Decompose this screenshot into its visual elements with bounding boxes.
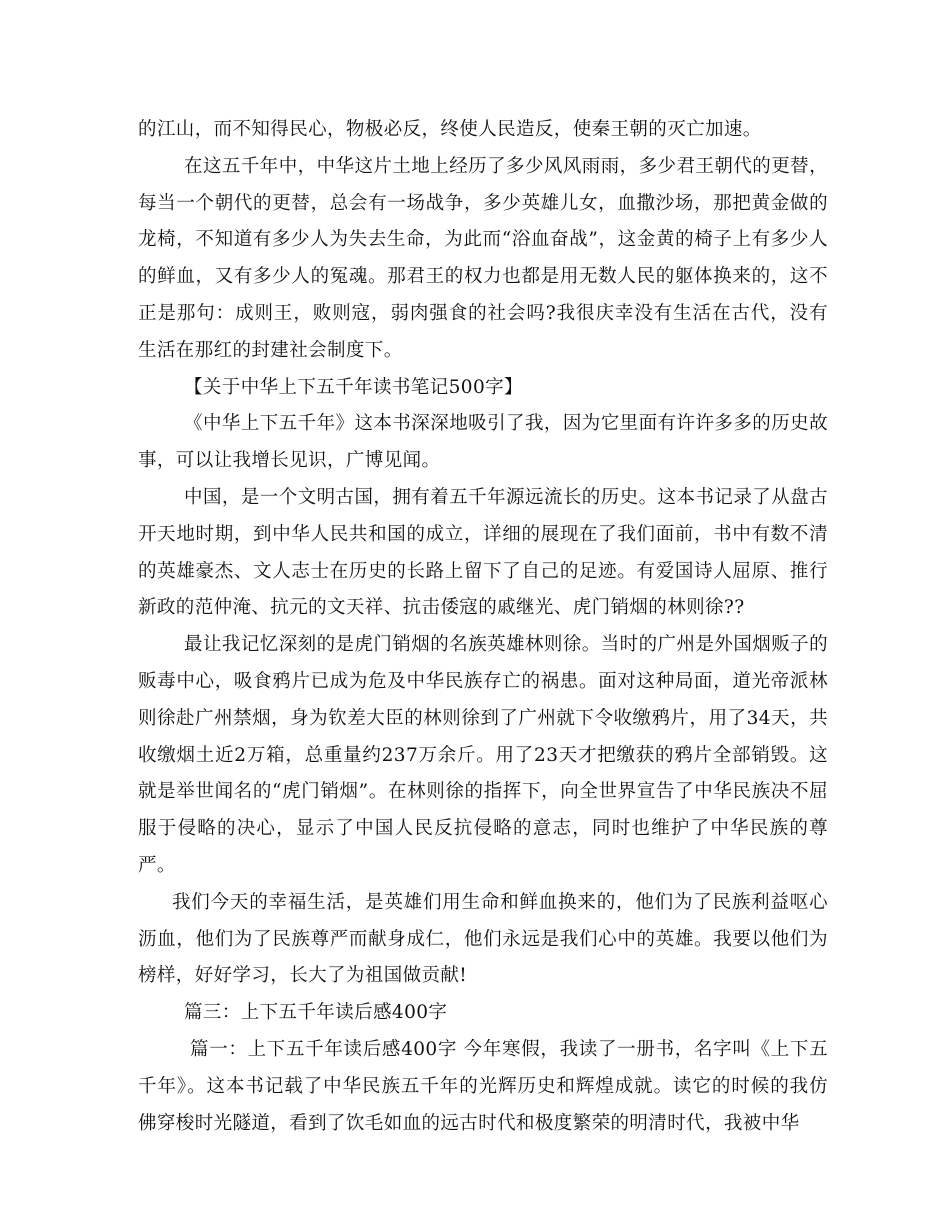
- paragraph-qin-dynasty: 的江山，而不知得民心，物极必反，终使人民造反，使秦王朝的灭亡加速。: [138, 119, 762, 140]
- section-heading-part-three: 篇三：上下五千年读后感400字: [184, 1002, 448, 1024]
- paragraph-book-intro: 《中华上下五千年》这本书深深地吸引了我，因为它里面有许许多多的历史故事，可以让我增长见识，广博见闻。: [138, 413, 828, 472]
- paragraph-ancient-china: 中国，是一个文明古国，拥有着五千年源远流长的历史。这本书记录了从盘古开天地时期，到中华人民共和国的成立，详细的展现在了我们面前，书中有数不清的英雄豪杰、文人志士在历史的长路上留下了自己的足迹。有爱国诗人屈原、推行新政的范仲淹、抗元的文天祥、抗击倭寇的戚继光、虎门销烟的林则徐??: [138, 486, 828, 619]
- paragraph-lin-zexu: 最让我记忆深刻的是虎门销烟的名族英雄林则徐。当时的广州是外国烟贩子的贩毒中心，吸食鸦片已成为危及中华民族存亡的祸患。面对这种局面，道光帝派林则徐赴广州禁烟，身为钦差大臣的林则徐到了广州就下令收缴鸦片，用了34天，共收缴烟土近2万箱，总重量约237万余斤。用了23天才把缴获的鸦片全部销毁。这就是举世闻名的“虎门销烟”。在林则徐的指挥下，向全世界宣告了中华民族决不屈服于侵略的决心，显示了中国人民反抗侵略的意志，同时也维护了中华民族的尊严。: [138, 634, 828, 876]
- paragraph-five-thousand-years: 在这五千年中，中华这片土地上经历了多少风风雨雨，多少君王朝代的更替，每当一个朝代的更替，总会有一场战争，多少英雄儿女，血撒沙场，那把黄金做的龙椅，不知道有多少人为失去生命，为此而“浴血奋战”，这金黄的椅子上有多少人的鲜血，又有多少人的冤魂。那君王的权力也都是用无数人民的躯体换来的，这不正是那句：成则王，败则寇，弱肉强食的社会吗?我很庆幸没有生活在古代，没有生活在那红的封建社会制度下。: [138, 155, 828, 361]
- document-body: [138, 112, 828, 1142]
- paragraph-part-one: 篇一：上下五千年读后感400字 今年寒假，我读了一册书，名字叫《上下五千年》。这本书记载了中华民族五千年的光辉历史和辉煌成就。读它的时候的我仿佛穿梭时光隧道，看到了饮毛如血的远古时代和极度繁荣的明清时代，我被中华: [138, 1038, 828, 1134]
- section-heading-reading-notes: 【关于中华上下五千年读书笔记500字】: [184, 376, 523, 398]
- paragraph-happy-life: 我们今天的幸福生活，是英雄们用生命和鲜血换来的，他们为了民族利益呕心沥血，他们为了民族尊严而献身成仁，他们永远是我们心中的英雄。我要以他们为榜样，好好学习，长大了为祖国做贡献!: [138, 891, 828, 987]
